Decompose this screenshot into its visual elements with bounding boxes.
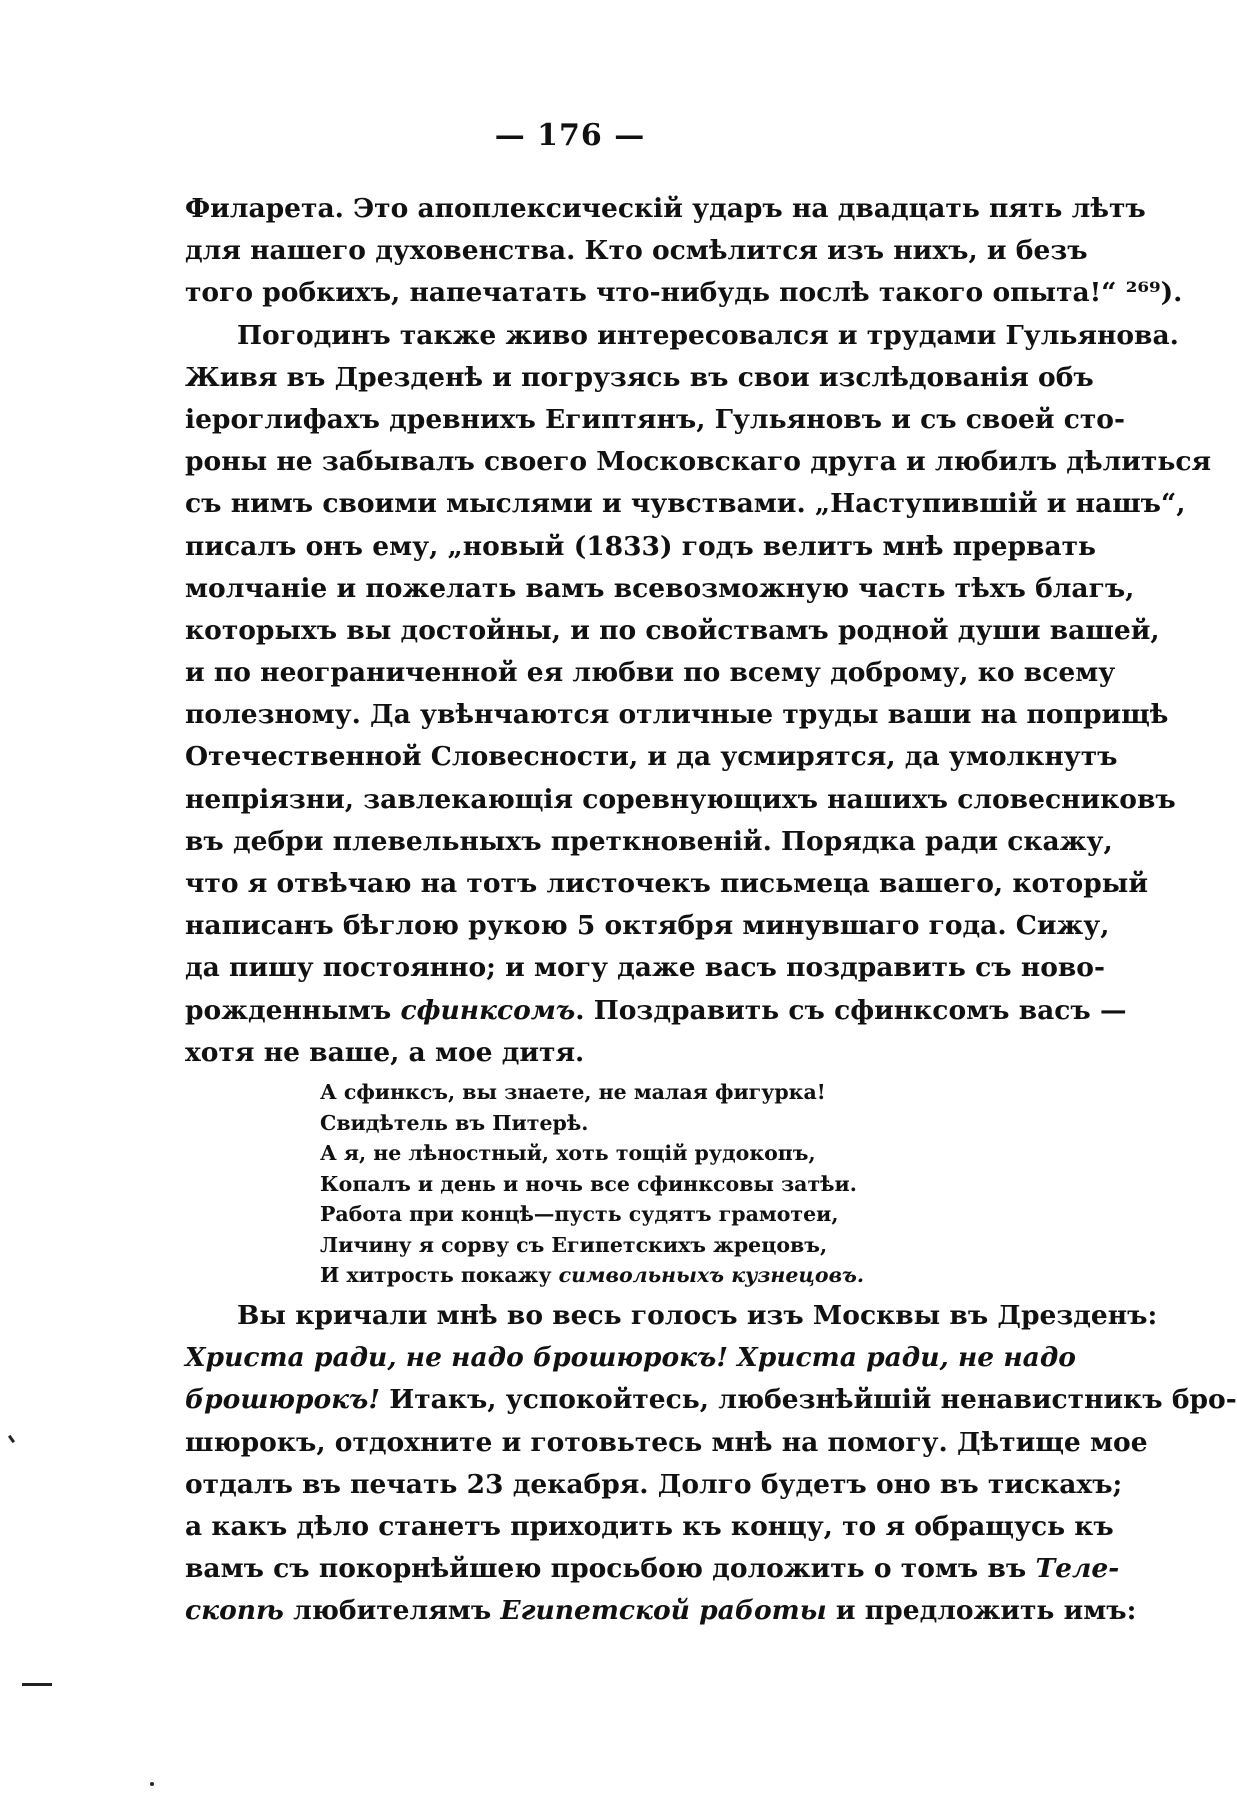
poem-line: А сфинксъ, вы знаете, не малая фигурка! xyxy=(320,1080,826,1104)
poem-italic-fragment: символьныхъ кузнецовъ. xyxy=(558,1263,865,1287)
poem-fragment: И хитрость покажу xyxy=(320,1263,559,1287)
text-line: а какъ дѣло станетъ приходить къ концу, то я обращусь къ xyxy=(185,1510,1114,1542)
text-fragment: рожденнымъ xyxy=(185,994,392,1026)
text-fragment: любителямъ xyxy=(283,1595,501,1627)
margin-scan-dot xyxy=(150,1782,154,1786)
italic-word: брошюрокъ! xyxy=(185,1384,380,1416)
page-number: — 176 — xyxy=(494,118,646,153)
text-line: роны не забывалъ своего Московскаго друга и любилъ дѣлиться xyxy=(185,446,1212,478)
poem-line: А я, не лѣностный, хоть тощій рудокопъ, xyxy=(320,1141,816,1165)
text-line xyxy=(185,1548,1120,1590)
poem-line: Свидѣтель въ Питерѣ. xyxy=(320,1110,589,1135)
text-line: іероглифахъ древнихъ Египтянъ, Гульяновъ и съ своей сто- xyxy=(185,403,1125,435)
text-fragment: . Поздравить съ сфинксомъ васъ — xyxy=(575,994,1127,1026)
paragraph-bottom xyxy=(185,1295,1237,1633)
paragraph-top xyxy=(185,188,1212,1074)
text-line: написанъ бѣглою рукою 5 октября минувшаго года. Сижу, xyxy=(185,910,1110,942)
italic-word: сфинксомъ xyxy=(400,994,576,1026)
margin-scan-dot xyxy=(8,1435,15,1443)
text-line: да пишу постоянно; и могу даже васъ поздравить съ ново- xyxy=(185,952,1105,984)
text-line: полезному. Да увѣнчаются отличные труды ваши на поприщѣ xyxy=(185,699,1169,731)
text-line-italic: Христа ради, не надо брошюрокъ! Христа ради, не надо xyxy=(185,1342,1076,1374)
text-fragment: и предложить имъ: xyxy=(826,1595,1137,1627)
italic-word: скопѣ xyxy=(185,1595,284,1627)
text-line: въ дебри плевельныхъ преткновеній. Порядка ради скажу, xyxy=(185,825,1113,857)
text-line: Отечественной Словесности, и да усмирятся, да умолкнутъ xyxy=(185,741,1118,773)
text-fragment: Итакъ, успокойтесь, любезнѣйшій ненавистникъ бро- xyxy=(379,1384,1237,1416)
text-line: для нашего духовенства. Кто осмѣлится изъ нихъ, и безъ xyxy=(185,235,1088,267)
text-line: хотя не ваше, а мое дитя. xyxy=(185,1036,585,1068)
text-line: писалъ онъ ему, „новый (1833) годъ велитъ мнѣ прервать xyxy=(185,530,1097,562)
text-line: молчаніе и пожелать вамъ всевозможную часть тѣхъ благъ, xyxy=(185,572,1135,604)
poem-block xyxy=(320,1077,865,1291)
text-fragment: вамъ съ покорнѣйшею просьбою доложить о томъ въ xyxy=(185,1553,1036,1585)
text-line: которыхъ вы достойны, и по свойствамъ родной души вашей, xyxy=(185,614,1160,646)
italic-phrase: Египетской работы xyxy=(500,1595,827,1627)
margin-scan-mark xyxy=(22,1683,52,1686)
text-line: отдалъ въ печать 23 декабря. Долго будетъ оно въ тискахъ; xyxy=(185,1468,1123,1500)
text-line: Вы кричали мнѣ во весь голосъ изъ Москвы въ Дрезденъ: xyxy=(237,1300,1158,1331)
text-line: Филарета. Это апоплексическій ударъ на двадцать пять лѣтъ xyxy=(185,193,1146,224)
text-line: что я отвѣчаю на тотъ листочекъ письмеца вашего, который xyxy=(185,868,1148,899)
text-line xyxy=(185,990,1127,1032)
text-line: съ нимъ своими мыслями и чувствами. „Наступившій и нашъ“, xyxy=(185,488,1186,520)
italic-word: Теле- xyxy=(1035,1553,1120,1585)
text-line: и по неограниченной ея любви по всему доброму, ко всему xyxy=(185,657,1116,689)
poem-line: Копалъ и день и ночь все сфинксовы затѣи. xyxy=(320,1171,857,1196)
text-line: Погодинъ также живо интересовался и трудами Гульянова. xyxy=(237,319,1179,351)
text-line: шюрокъ, отдохните и готовьтесь мнѣ на помогу. Дѣтище мое xyxy=(185,1426,1148,1458)
poem-line: Личину я сорву съ Египетскихъ жрецовъ, xyxy=(320,1232,828,1257)
text-line xyxy=(185,1590,1137,1632)
text-line: того робкихъ, напечатать что-нибудь послѣ такого опыта!“ ²⁶⁹). xyxy=(185,277,1183,309)
text-line xyxy=(185,1379,1237,1421)
poem-line xyxy=(320,1260,865,1291)
text-line: непріязни, завлекающія соревнующихъ нашихъ словесниковъ xyxy=(185,783,1176,815)
poem-line: Работа при концѣ—пусть судятъ грамотеи, xyxy=(320,1202,839,1226)
text-line: Живя въ Дрезденѣ и погрузясь въ свои изслѣдованія объ xyxy=(185,361,1094,393)
